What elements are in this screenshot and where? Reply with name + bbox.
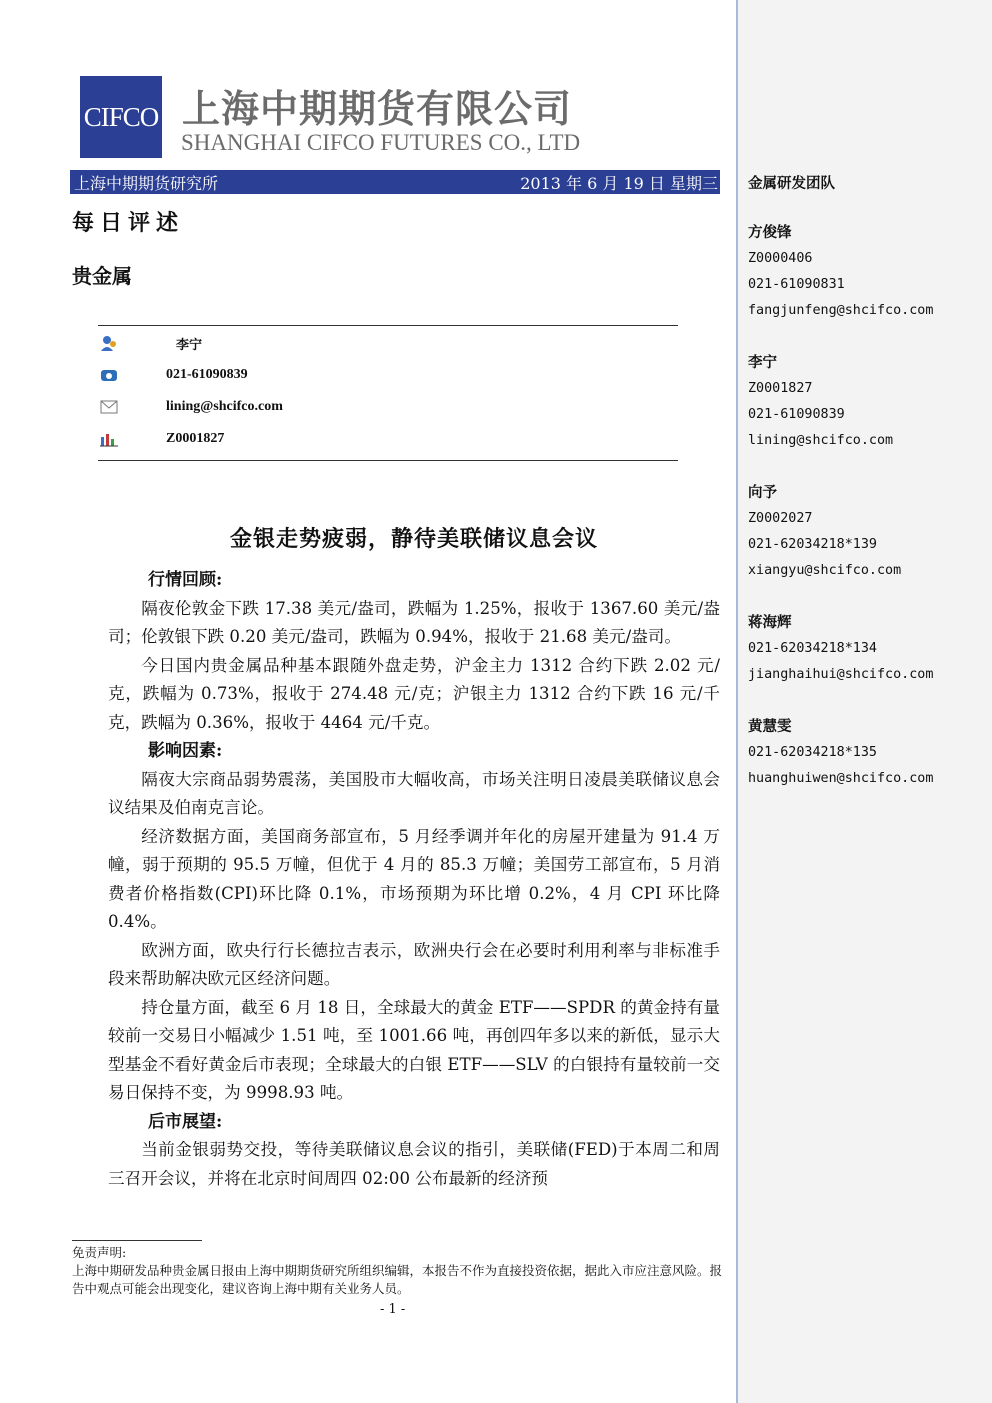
page-number: - 1 - (380, 1302, 406, 1317)
header-banner (70, 170, 720, 194)
author-phone-row (98, 364, 248, 386)
paragraph: 隔夜伦敦金下跌 17.38 美元/盎司，跌幅为 1.25%，报收于 1367.60 美元/盎司；伦敦银下跌 0.20 美元/盎司，跌幅为 0.94%，报收于 21.68 美元/盎司。 (108, 598, 720, 646)
team-title: 金属研发团队 (748, 176, 835, 192)
member-email[interactable]: jianghaihui@shcifco.com (748, 667, 934, 682)
member-name: 方俊锋 (748, 225, 792, 241)
disclaimer-text: 上海中期研发品种贵金属日报由上海中期期货研究所组织编辑，本报告不作为直接投资依据，据此入市应注意风险。报告中观点可能会出现变化，建议咨询上海中期有关业务人员。 (72, 1263, 723, 1296)
member-name: 向予 (748, 485, 777, 501)
team-member (748, 714, 933, 792)
paragraph: 当前金银弱势交投，等待美联储议息会议的指引，美联储(FED)于本周二和周三召开会议，并将在北京时间周四 02:00 公布最新的经济预 (108, 1140, 720, 1188)
member-phone: 021-62034218*135 (748, 745, 877, 760)
heading-factors: 影响因素: (148, 741, 223, 761)
report-date: 2013 年 6 月 19 日 星期三 (520, 173, 718, 193)
member-name: 蒋海辉 (748, 615, 792, 631)
author-license-row (98, 428, 225, 450)
member-phone: 021-61090839 (748, 407, 845, 422)
member-license: Z0001827 (748, 381, 813, 396)
license-icon (98, 429, 120, 449)
section-title: 每日评述 (72, 210, 185, 236)
heading-market-review: 行情回顾: (148, 570, 223, 590)
logo-text: CIFCO (83, 101, 159, 132)
member-name: 李宁 (748, 355, 777, 371)
author-email-row (98, 396, 283, 418)
author-box (98, 325, 678, 461)
company-logo (80, 76, 162, 158)
author-email: lining@shcifco.com (166, 399, 283, 414)
article-body (108, 566, 720, 1193)
member-email[interactable]: lining@shcifco.com (748, 433, 894, 448)
section-subtitle: 贵金属 (72, 264, 132, 288)
paragraph: 经济数据方面，美国商务部宣布，5 月经季调并年化的房屋开建量为 91.4 万幢，弱于预期的 95.5 万幢，但优于 4 月的 85.3 万幢；美国劳工部宣布，5 月消费者价格指数(CPI)环比降 0.1%，市场预期为环比增 0.2%，4 月 CPI 环比降 0.4%。 (108, 826, 720, 931)
company-name-en: SHANGHAI CIFCO FUTURES CO., LTD (181, 130, 581, 155)
author-name: 李宁 (176, 337, 203, 353)
disclaimer-label: 免责声明: (72, 1245, 127, 1260)
author-name-row (98, 332, 203, 354)
team-member (748, 220, 933, 324)
phone-icon (98, 365, 120, 385)
disclaimer (72, 1244, 722, 1298)
team-member (748, 350, 893, 454)
team-member (748, 610, 933, 688)
author-license: Z0001827 (166, 431, 225, 446)
paragraph: 持仓量方面，截至 6 月 18 日，全球最大的黄金 ETF——SPDR 的黄金持有量较前一交易日小幅减少 1.51 吨，至 1001.66 吨，再创四年多以来的新低，显示大型基金不看好黄金后市表现；全球最大的白银 ETF——SLV 的白银持有量较前一交易日保持不变，为 9998.93 吨。 (108, 997, 720, 1102)
paragraph: 隔夜大宗商品弱势震荡，美国股市大幅收高，市场关注明日凌晨美联储议息会议结果及伯南克言论。 (108, 769, 720, 817)
article-title: 金银走势疲弱，静待美联储议息会议 (229, 526, 598, 552)
sidebar-panel (736, 0, 992, 1403)
member-phone: 021-62034218*134 (748, 641, 877, 656)
member-license: Z0000406 (748, 251, 813, 266)
member-email[interactable]: huanghuiwen@shcifco.com (748, 771, 934, 786)
person-icon (98, 333, 120, 353)
member-email[interactable]: xiangyu@shcifco.com (748, 563, 902, 578)
company-name-cn: 上海中期期货有限公司 (182, 87, 573, 131)
member-name: 黄慧雯 (748, 719, 792, 735)
paragraph: 今日国内贵金属品种基本跟随外盘走势，沪金主力 1312 合约下跌 2.02 元/克，跌幅为 0.73%，报收于 274.48 元/克；沪银主力 1312 合约下跌 16 元/千克，跌幅为 0.36%，报收于 4464 元/千克。 (108, 655, 720, 732)
member-email[interactable]: fangjunfeng@shcifco.com (748, 303, 934, 318)
heading-outlook: 后市展望: (148, 1111, 223, 1132)
member-license: Z0002027 (748, 511, 813, 526)
mail-icon (98, 397, 120, 417)
member-phone: 021-62034218*139 (748, 537, 877, 552)
member-phone: 021-61090831 (748, 277, 845, 292)
footer-divider (72, 1240, 202, 1241)
team-member (748, 480, 901, 584)
institute-name: 上海中期期货研究所 (74, 173, 219, 193)
paragraph: 欧洲方面，欧央行行长德拉吉表示，欧洲央行会在必要时利用利率与非标准手段来帮助解决欧元区经济问题。 (108, 940, 720, 988)
author-phone: 021-61090839 (166, 367, 248, 382)
